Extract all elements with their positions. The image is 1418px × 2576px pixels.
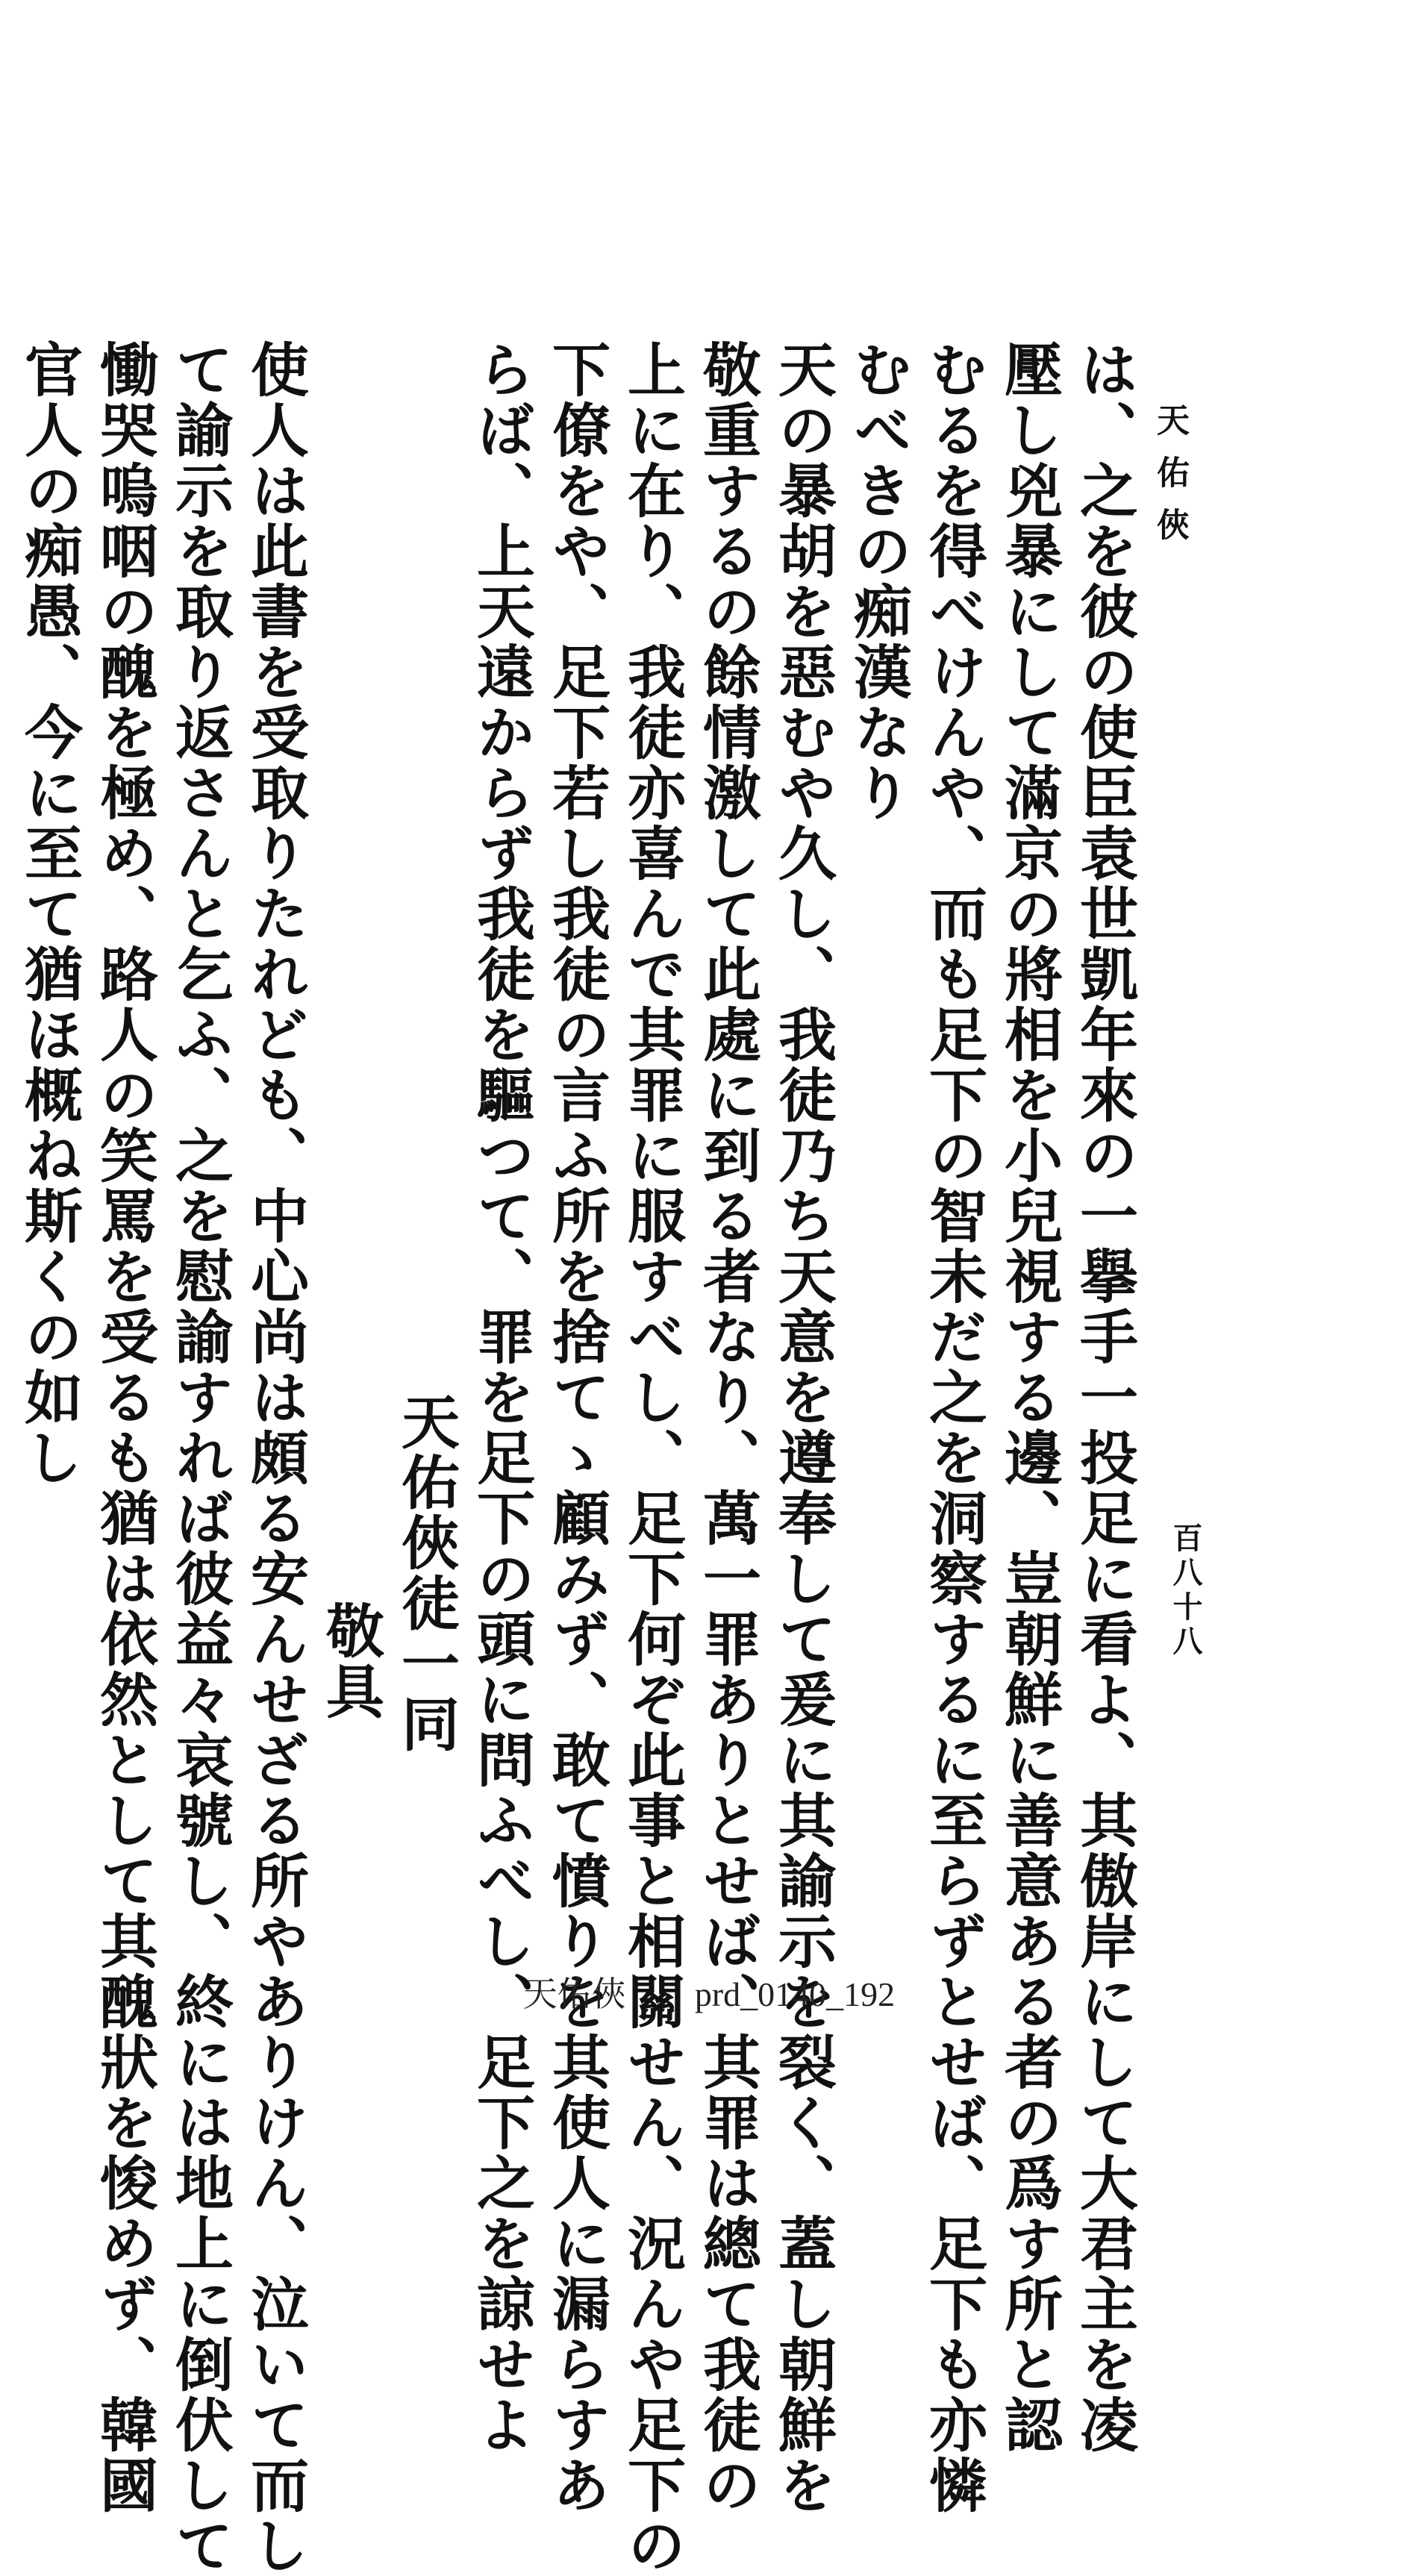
signature-name: 天佑俠徒一同 — [392, 1392, 460, 1754]
text-line: むるを得べけんや、而も足下の智未だ之を洞察するに至らずとせば、足下も亦憐 — [919, 340, 987, 2516]
page-number: 百八十八 — [1168, 1522, 1203, 1660]
text-line: 上に在り、我徒亦喜んで其罪に服すべし、足下何ぞ此事と相關せん、況んや足下の — [618, 340, 686, 2576]
page-footer: 天佑俠 prd_0140_192 — [522, 1975, 896, 2013]
text-line: 下僚をや、足下若し我徒の言ふ所を捨てゝ顧みず、敢て憤りを其使人に漏らすあ — [543, 340, 610, 2516]
text-line: らば、上天遠からず我徒を驅つて、罪を足下の頭に問ふべし、足下之を諒せよ — [467, 340, 535, 2455]
narrative-line: 官人の痴愚、今に至て猶ほ概ね斯くの如し — [15, 340, 83, 1488]
text-line: は、之を彼の使臣袁世凱年來の一擧手一投足に看よ、其傲岸にして大君主を凌 — [1070, 340, 1138, 2455]
text-line: むべきの痴漢なり — [844, 340, 912, 823]
narrative-line: て諭示を取り返さんと乞ふ、之を慰諭すれば彼益々哀號し、終には地上に倒伏して — [166, 340, 234, 2576]
running-head: 天佑俠 — [1151, 403, 1189, 560]
text-line: 天の暴胡を惡むや久し、我徒乃ち天意を遵奉して爰に其諭示を裂く、蓋し朝鮮を — [769, 340, 837, 2516]
narrative-line: 慟哭嗚咽の醜を極め、路人の笑罵を受るも猶は依然として其醜狀を悛めず、韓國 — [90, 340, 158, 2516]
signature-close: 敬具 — [316, 1601, 384, 1722]
text-line: 壓し兇暴にして滿京の將相を小兒視する邊、豈朝鮮に善意ある者の爲す所と認 — [995, 340, 1063, 2455]
narrative-line: 使人は此書を受取りたれども、中心尚は頗る安んせざる所やありけん、泣いて而し — [241, 340, 309, 2576]
text-line: 敬重するの餘情激して此處に到る者なり、萬一罪ありとせば、其罪は總て我徒の — [693, 340, 761, 2516]
